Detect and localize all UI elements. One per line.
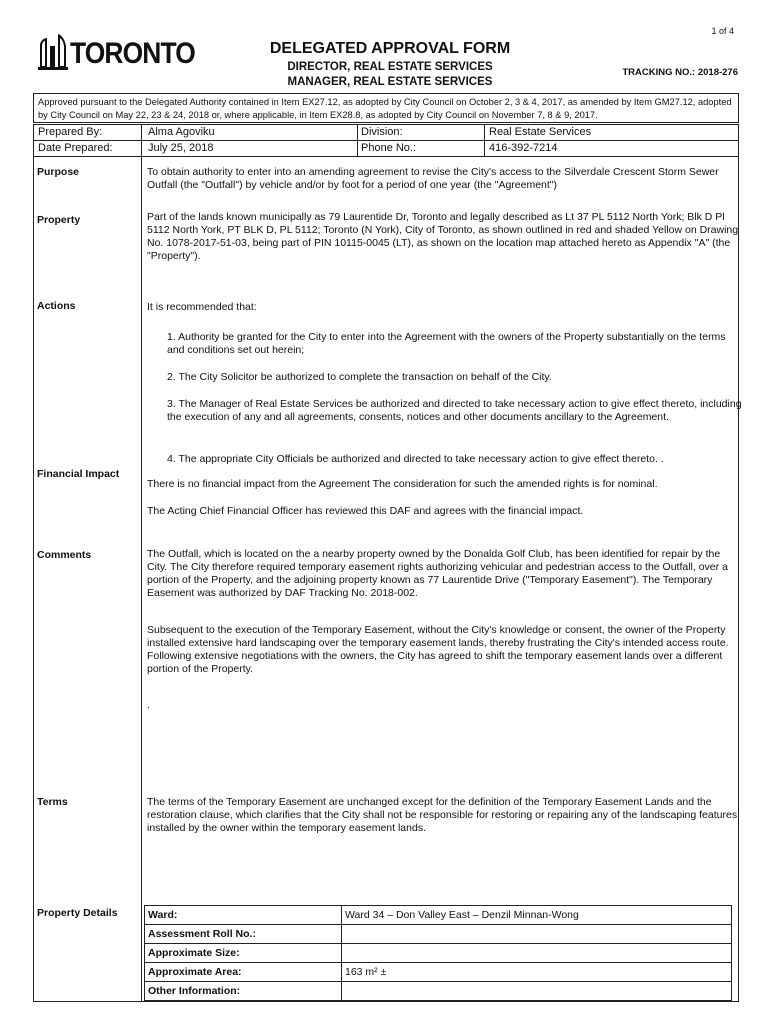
other-information-value (342, 982, 732, 1001)
action-item-4: 4. The appropriate City Officials be authorized and directed to take necessary action to give effect thereto. . (167, 453, 664, 465)
date-prepared-value: July 25, 2018 (141, 141, 357, 156)
purpose-label: Purpose (37, 166, 80, 178)
toronto-logo (38, 28, 212, 70)
form-body (33, 124, 742, 1002)
prepared-by-label: Prepared By: (38, 126, 103, 138)
property-label: Property (37, 214, 81, 226)
actions-intro: It is recommended that: (147, 301, 257, 313)
approximate-area-row (145, 963, 732, 982)
purpose-text: To obtain authority to enter into an amending agreement to revise the City's access to the Silverdale Crescent Storm Sewer Outfall (the "Outfall") by vehicle and/or by foot for a period of one year (the "Agreement") (147, 166, 719, 191)
financial-impact-text-2: The Acting Chief Financial Officer has reviewed this DAF and agrees with the financial impact. (147, 505, 584, 517)
property-details-label: Property Details (37, 907, 118, 919)
approximate-area-value: 163 m² ± (342, 963, 732, 982)
assessment-roll-row (145, 925, 732, 944)
comments-text-3: . (147, 699, 150, 711)
division-value: Real Estate Services (484, 125, 738, 140)
prepared-by-row (34, 125, 738, 141)
date-prepared-label: Date Prepared: (38, 142, 113, 154)
property-text: Part of the lands known municipally as 79 Laurentide Dr, Toronto and legally described as Lt 37 PL 5112 North York; Blk D Pl 5112 North York, PT BLK D, PL 5112; Toronto (N York), City of Toronto, as shown outlined in red and shaded Yellow on Drawing No. 1078-2017-51-03, being part of PIN 10115-0045 (LT), as shown on the location map attached hereto as Appendix "A" (the "Property"). (147, 211, 739, 262)
terms-label: Terms (37, 796, 68, 808)
prepared-by-value: Alma Agoviku (141, 125, 357, 140)
other-information-row (145, 982, 732, 1001)
logo-wordmark: TORONTO (70, 37, 195, 70)
action-item-1: 1. Authority be granted for the City to enter into the Agreement with the owners of the Property substantially on the terms and conditions set out herein; (167, 331, 726, 356)
subtitle-director: DIRECTOR, REAL ESTATE SERVICES (287, 61, 493, 73)
division-label: Division: (357, 125, 484, 140)
terms-text: The terms of the Temporary Easement are unchanged except for the definition of the Temporary Easement Lands and the restoration clause, which clarifies that the City shall not be responsible for restoring or repairing any of the landscaping features installed by the owner within the temporary easement lands. (147, 796, 738, 834)
form-subtitle (245, 60, 535, 90)
action-item-2: 2. The City Solicitor be authorized to complete the transaction on behalf of the City. (167, 371, 552, 383)
other-information-label: Other Information: (145, 982, 342, 1001)
comments-label: Comments (37, 549, 92, 561)
page-number: 1 of 4 (711, 26, 734, 36)
financial-impact-text-1: There is no financial impact from the Agreement The consideration for such the amended rights is for nominal. (147, 478, 658, 490)
assessment-roll-value (342, 925, 732, 944)
date-prepared-row (34, 141, 738, 157)
approval-authority-text: Approved pursuant to the Delegated Authority contained in Item EX27.12, as adopted by City Council on October 2, 3 & 4, 2017, as amended by Item GM27.12, adopted by City Council on May 22, 23 & 24, 2018 or, where applicable, in Item EX28.8, as adopted by City Council on November 7, 8 & 9, 2017. (33, 93, 739, 123)
actions-label: Actions (37, 300, 76, 312)
approximate-size-label: Approximate Size: (145, 944, 342, 963)
assessment-roll-label: Assessment Roll No.: (145, 925, 342, 944)
approximate-area-label: Approximate Area: (145, 963, 342, 982)
ward-label: Ward: (145, 906, 342, 925)
approximate-size-row (145, 944, 732, 963)
financial-impact-label: Financial Impact (37, 468, 120, 480)
phone-value: 416-392-7214 (484, 141, 738, 156)
city-hall-icon (38, 32, 68, 70)
ward-row (145, 906, 732, 925)
phone-label: Phone No.: (357, 141, 484, 156)
comments-text-2: Subsequent to the execution of the Temporary Easement, without the City's knowledge or consent, the owner of the Property installed extensive hard landscaping over the temporary easement lands, thereby frustrating the City's intended access route. Following extensive negotiations with the owners, the City has agreed to shift the temporary easement lands over a different portion of the Property. (147, 624, 729, 675)
action-item-3: 3. The Manager of Real Estate Services be authorized and directed to take necessary action to give effect thereto, including the execution of any and all agreements, consents, notices and other documents ancillary to the Agreement. (167, 398, 742, 423)
tracking-number: TRACKING NO.: 2018-276 (622, 67, 738, 78)
comments-text-1: The Outfall, which is located on the a nearby property owned by the Donalda Golf Club, has been identified for repair by the City. The City therefore required temporary easement rights authorizing vehicular and pedestrian access to the Outfall, over a portion of the Property, and the adjoining property known as 77 Laurentide Drive ("Temporary Easement"). The Temporary Easement was authorized by DAF Tracking No. 2018-002. (147, 548, 728, 599)
column-divider (141, 125, 142, 1002)
ward-value: Ward 34 – Don Valley East – Denzil Minnan-Wong (342, 906, 732, 925)
form-title: DELEGATED APPROVAL FORM (269, 40, 511, 57)
property-details-table (144, 905, 732, 1001)
approximate-size-value (342, 944, 732, 963)
subtitle-manager: MANAGER, REAL ESTATE SERVICES (287, 76, 493, 88)
